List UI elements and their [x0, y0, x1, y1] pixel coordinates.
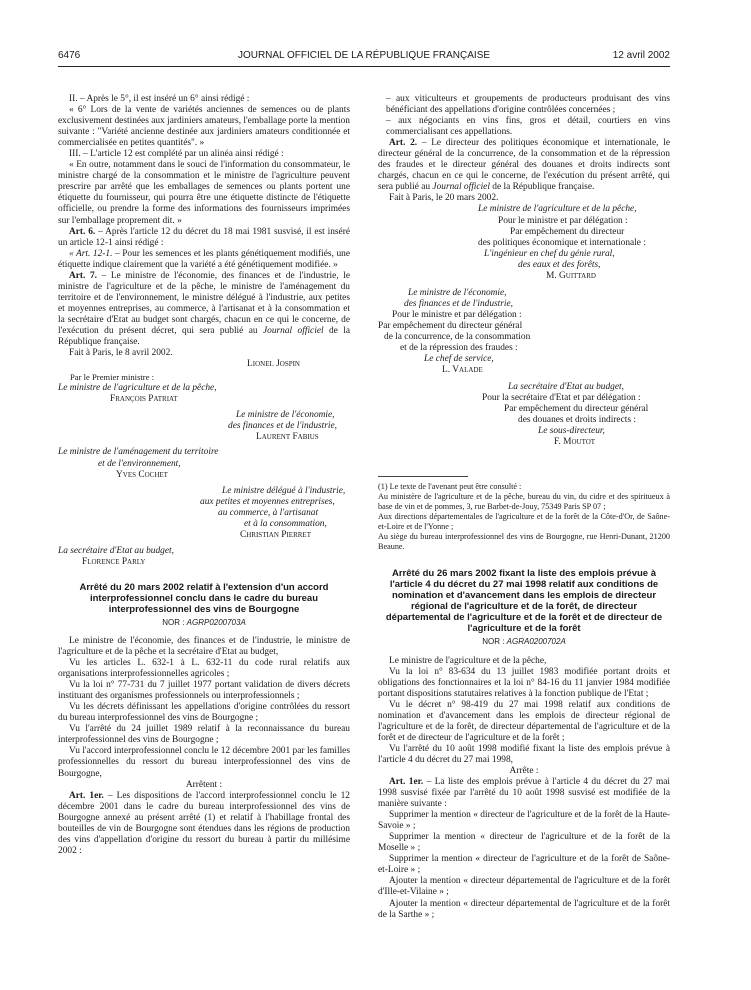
article-text: – Le directeur des politiques économique et internationale, le directeur général de la concurrence, de la consommation et de la répression des fraudes et le directeur général des douanes et droits indirects sont chargés, chacun en ce qui le concerne, de l'exécution du présent arrêté, qui sera publié au: [378, 138, 670, 193]
nor-code: AGRP0200703A: [186, 617, 246, 627]
signature-title: L'ingénieur en chef du génie rural,: [484, 248, 615, 259]
signature-name: Florence Parly: [82, 556, 146, 567]
journal-ref: Journal officiel: [262, 325, 324, 336]
paragraph: Vu la loi n° 83-634 du 13 juillet 1983 modifiée portant droits et obligations des fonctionnaires et la loi n° 84-16 du 11 janvier 1984 modifiée portant dispositions statutaires relatives à la fonction publique de l'Etat ;: [378, 666, 670, 699]
paragraph: Ajouter la mention « directeur départemental de l'agriculture et de la forêt d'Ille-et-Vilaine » ;: [378, 876, 670, 898]
paragraph: Le ministre de l'économie, des finances et de l'industrie, le ministre de l'agriculture et de la pêche et la secrétaire d'Etat au budget,: [58, 635, 350, 658]
list-item: – aux viticulteurs et groupements de producteurs produisant des vins bénéficiant des appellations d'origine contrôlées concernées ;: [386, 94, 670, 116]
left-column: [58, 94, 350, 857]
paragraph: Vu la loi n° 77-731 du 7 juillet 1977 portant validation de divers décrets instituant des organismes professionnels ou interprofessionnels ;: [58, 680, 350, 702]
paragraph: Vu les décrets définissant les appellations d'origine contrôlées du ressort du bureau interprofessionnel des vins de Bourgogne ;: [58, 702, 350, 724]
signature-title: Le ministre de l'économie,: [236, 410, 335, 421]
paragraph: Vu le décret n° 98-419 du 27 mai 1998 relatif aux conditions de nomination et d'avancement dans les emplois de directeur régional de l'agriculture et de la forêt, de directeur départemental de l'agriculture et de la forêt et de directeur de l'agriculture et de la forêt ;: [378, 699, 670, 743]
article-7: [58, 271, 350, 348]
nor-reference: [378, 636, 670, 647]
signature-line: et de la répression des fraudes :: [400, 343, 518, 354]
paragraph: « 6° Lors de la vente de variétés anciennes de semences ou de plants exclusivement destinées aux jardiniers amateurs, l'emballage porte la mention suivante : "Variété ancienne destinée aux jardiniers amateurs conditionnée et commercialisée en petites quantités". »: [58, 105, 350, 149]
signature-title: au commerce, à l'artisanat: [218, 507, 319, 518]
issue-date: 12 avril 2002: [612, 50, 670, 61]
signature-title: et à la consommation,: [244, 518, 327, 529]
article-text: – Pour les semences et les plants génétiquement modifiés, une étiquette indique clairement que la variété a été génétiquement modifiée. »: [58, 248, 351, 270]
article-1: [378, 777, 670, 810]
paragraph: Vu l'arrêté du 10 août 1998 modifié fixant la liste des emplois prévue à l'article 4 du décret du 27 mai 1998,: [378, 743, 670, 765]
arretent-heading: Arrêtent :: [185, 779, 223, 790]
article-1: [58, 791, 350, 857]
article-text: – La liste des emplois prévue à l'article 4 du décret du 27 mai 1998 susvisé fixée par l'arrêté du 10 août 1998 susvisé est modifiée de la manière suivante :: [378, 777, 671, 810]
signature-line: Par empêchement du directeur général: [504, 404, 649, 415]
decree-title: Arrêté du 26 mars 2002 fixant la liste des emplois prévue à l'article 4 du décret du 27 mai 1998 relatif aux conditions de nomination et d'avancement dans les emplois de directeur régional de l'agriculture et de la forêt, de directeur départemental de l'agriculture et de la forêt et de directeur de l'agriculture et de la forêt: [385, 568, 663, 635]
page-number: 6476: [58, 50, 81, 61]
signature-title: des finances et de l'industrie,: [404, 298, 514, 309]
article-text: – Le ministre de l'économie, des finances et de l'industrie, le ministre de l'agriculture et de la pêche, le ministre de l'aménagement du territoire et de l'environnement, le ministre délégué à l'industrie, aux petites et moyennes entreprises, au commerce, à l'artisanat et à la consommation et la secrétaire d'Etat au budget sont chargés, chacun en ce qui le concerne, de l'exécution du présent décret, qui sera publié au: [58, 270, 350, 336]
paragraph: « En outre, notamment dans le souci de l'information du consommateur, le ministre chargé de la consommation et le ministre de l'agriculture peuvent prescrire par arrêté que les emballages de semences ou plants portent une étiquette du fournisseur, qui pourra être une étiquette distincte de l'étiquette officielle, ou prendre la forme des informations des fournisseurs imprimées sur l'emballage proprement dit. »: [58, 160, 350, 226]
signature-title: Le ministre de l'économie,: [408, 287, 507, 298]
signature-title: et de l'environnement,: [98, 458, 181, 469]
signature-name: Yves Cochet: [116, 469, 168, 480]
paragraph: Supprimer la mention « directeur de l'agriculture et de la forêt de Saône-et-Loire » ;: [378, 854, 670, 876]
paragraph: Supprimer la mention « directeur de l'agriculture et de la forêt de la Moselle » ;: [378, 832, 670, 854]
paragraph: II. – Après le 5°, il est inséré un 6° ainsi rédigé :: [69, 94, 250, 104]
article-text-end: de la République française.: [489, 182, 595, 193]
footnote: Au ministère de l'agriculture et de la pêche, bureau du vin, du cidre et des spiritueux à base de vin et de pommes, 3, rue Barbet-de-Jouy, 75349 Paris SP 07 ;: [378, 492, 670, 512]
article-label: Art. 2.: [389, 138, 418, 149]
fait-line: Fait à Paris, le 8 avril 2002.: [69, 348, 173, 359]
signature-line: de la concurrence, de la consommation: [384, 331, 531, 342]
article-label: « Art. 12-1.: [69, 248, 113, 259]
footnote: (1) Le texte de l'avenant peut être consulté :: [378, 482, 522, 492]
signature-title: La secrétaire d'Etat au budget,: [508, 382, 624, 393]
article-text: – Après l'article 12 du décret du 18 mai 1981 susvisé, il est inséré un article 12-1 ainsi rédigé :: [58, 226, 350, 248]
paragraph: Vu l'accord interprofessionnel conclu le 12 décembre 2001 par les familles professionnelles du ressort du bureau interprofessionnel des vins de Bourgogne,: [58, 746, 350, 779]
article-2: [378, 138, 670, 193]
nor-reference: [58, 617, 350, 628]
article-label: Art. 7.: [69, 270, 97, 281]
footnote: Aux directions départementales de l'agriculture et de la forêt de la Côte-d'Or, de Saône-et-Loire et de l'Yonne ;: [378, 512, 670, 532]
paragraph: III. – L'article 12 est complété par un alinéa ainsi rédigé :: [69, 149, 284, 160]
article-label: Art. 1er.: [69, 790, 104, 801]
signature-line: Par empêchement du directeur: [510, 226, 625, 237]
signature-title: Le sous-directeur,: [538, 426, 605, 437]
article-label: Art. 6.: [69, 226, 96, 237]
signature-name: Laurent Fabius: [256, 432, 319, 443]
article-text: – Les dispositions de l'accord interprofessionnel conclu le 12 décembre 2001 dans le cadre du bureau interprofessionnel des vins de Bourgogne annexé au présent arrêté (1) et relatif à l'habillage frontal des bouteilles de vin de Bourgogne sont étendues dans les régions de production des vins d'appellation d'origine du ressort du bureau à partir du millésime 2002 :: [58, 790, 350, 856]
paragraph: Supprimer la mention « directeur de l'agriculture et de la forêt de la Haute-Savoie » ;: [378, 810, 670, 832]
signature-line: Pour la secrétaire d'Etat et par délégation :: [482, 393, 641, 404]
signature-title: Le ministre de l'agriculture et de la pêche,: [478, 204, 637, 215]
header-rule: [58, 66, 670, 67]
nor-code: AGRA0200702A: [506, 637, 566, 647]
decree-title: Arrêté du 20 mars 2002 relatif à l'extension d'un accord interprofessionnel conclu dans le cadre du bureau interprofessionnel des vins de Bourgogne: [79, 581, 329, 615]
paragraph: Vu l'arrêté du 24 juillet 1989 relatif à la reconnaissance du bureau interprofessionnel des vins de Bourgogne ;: [58, 724, 350, 746]
signature-title: Le chef de service,: [424, 354, 494, 365]
signature-name: M. Guittard: [546, 270, 596, 281]
signature-name: F. Moutot: [554, 437, 596, 448]
list-item: – aux négociants en vins fins, gros et détail, courtiers en vins commercialisant ces appellations.: [386, 116, 670, 138]
right-column: [378, 94, 670, 921]
signature-line: Pour le ministre et par délégation :: [392, 309, 522, 320]
page-header: [58, 50, 670, 66]
signature-line: des douanes et droits indirects :: [518, 415, 636, 426]
article-6: [58, 227, 350, 249]
nor-label: NOR :: [482, 637, 507, 647]
signature-line: Par empêchement du directeur général: [378, 320, 523, 331]
arrete-heading: Arrête :: [509, 765, 539, 776]
signature-title: des finances et de l'industrie,: [228, 421, 338, 432]
signature-heading: Par le Premier ministre :: [70, 372, 155, 383]
nor-label: NOR :: [162, 617, 187, 627]
signature-title: Le ministre de l'agriculture et de la pêche,: [58, 383, 217, 394]
signature-name: Lionel Jospin: [247, 359, 300, 370]
journal-title: JOURNAL OFFICIEL DE LA RÉPUBLIQUE FRANÇAISE: [237, 50, 491, 61]
paragraph: Ajouter la mention « directeur départemental de l'agriculture et de la forêt de la Sarthe » ;: [378, 898, 670, 920]
signature-name: L. Valade: [442, 365, 483, 376]
signature-line: des politiques économique et internationale :: [478, 237, 646, 248]
signature-title: Le ministre de l'aménagement du territoire: [58, 447, 219, 458]
signature-name: François Patriat: [110, 394, 178, 405]
signature-title: aux petites et moyennes entreprises,: [200, 496, 335, 507]
signature-title: des eaux et des forêts,: [518, 259, 601, 270]
fait-line: Fait à Paris, le 20 mars 2002.: [389, 193, 499, 204]
paragraph: Vu les articles L. 632-1 à L. 632-11 du code rural relatifs aux organisations interprofessionnelles agricoles ;: [58, 658, 350, 680]
signature-title: Le ministre délégué à l'industrie,: [222, 485, 346, 496]
paragraph: Le ministre de l'agriculture et de la pêche,: [389, 655, 547, 666]
signature-name: Christian Pierret: [240, 529, 311, 540]
footnote: Au siège du bureau interprofessionnel des vins de Bourgogne, rue Henri-Dunant, 21200 Beaune.: [378, 532, 670, 552]
article-label: Art. 1er.: [389, 777, 424, 788]
article-text-end: de la République française.: [58, 325, 351, 348]
signature-line: Pour le ministre et par délégation :: [498, 215, 628, 226]
journal-ref: Journal officiel: [432, 182, 490, 193]
article-12-1: [58, 249, 350, 271]
footnote-rule: [378, 476, 468, 477]
signature-title: La secrétaire d'Etat au budget,: [58, 545, 174, 556]
